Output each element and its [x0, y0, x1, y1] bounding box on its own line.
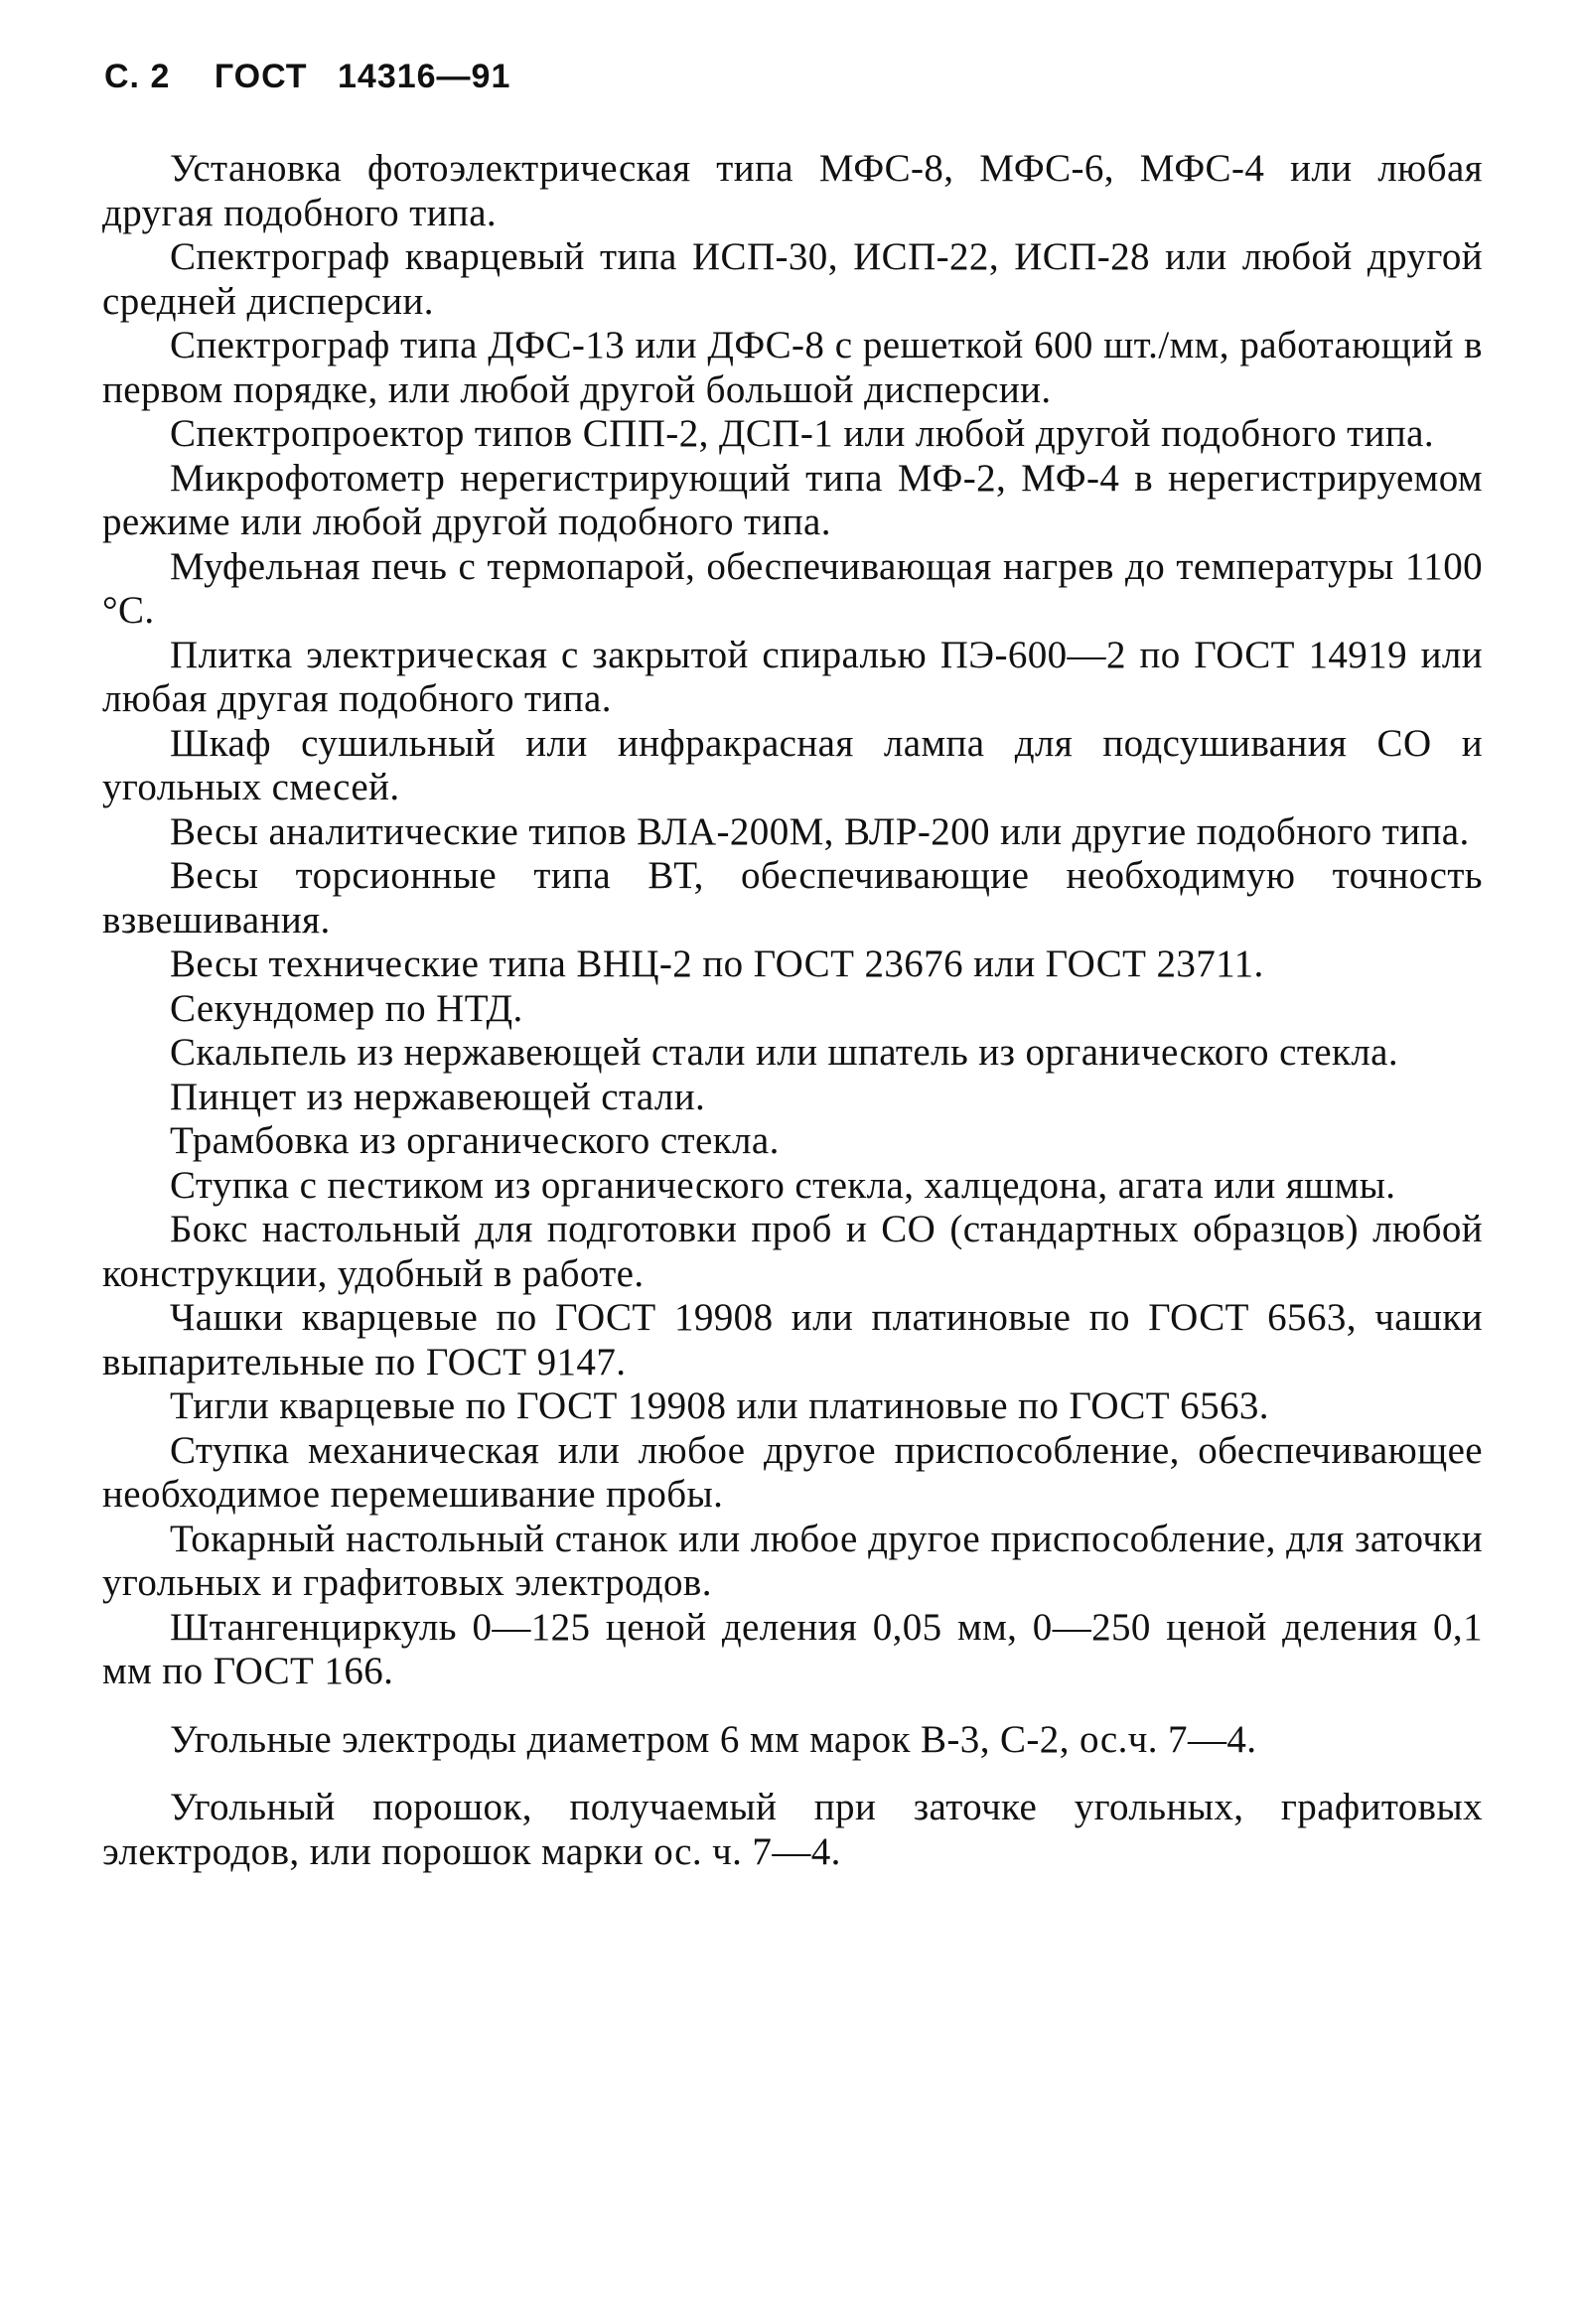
paragraph: Муфельная печь с термопарой, обеспечивающая нагрев до температуры 1100 °С. — [102, 544, 1483, 632]
paragraph: Весы технические типа ВНЦ-2 по ГОСТ 23676 или ГОСТ 23711. — [170, 943, 1264, 985]
paragraph: Угольный порошок, получаемый при заточке угольных, графитовых электродов, или порошок марки ос. ч. 7—4. — [102, 1786, 1483, 1873]
paragraph: Микрофотометр нерегистрирующий типа МФ-2, МФ-4 в нерегистрируемом режиме или любой другой подобного типа. — [102, 456, 1483, 543]
paragraph: Штангенциркуль 0—125 ценой деления 0,05 мм, 0—250 ценой деления 0,1 мм по ГОСТ 166. — [102, 1605, 1483, 1692]
paragraph: Скальпель из нержавеющей стали или шпатель из органического стекла. — [170, 1031, 1399, 1074]
standard-number: 14316—91 — [338, 58, 511, 95]
paragraph: Угольные электроды диаметром 6 мм марок В-3, С-2, ос.ч. 7—4. — [170, 1717, 1257, 1761]
page-header — [104, 58, 510, 96]
paragraph: Установка фотоэлектрическая типа МФС-8, МФС-6, МФС-4 или любая другая подобного типа. — [102, 147, 1483, 234]
paragraph: Спектропроектор типов СПП-2, ДСП-1 или любой другой подобного типа. — [170, 412, 1435, 455]
equipment-list — [102, 147, 1483, 1874]
paragraph: Шкаф сушильный или инфракрасная лампа для подсушивания СО и угольных смесей. — [102, 721, 1483, 808]
paragraph: Весы торсионные типа ВТ, обеспечивающие необходимую точность взвешивания. — [102, 854, 1483, 942]
paragraph: Секундомер по НТД. — [170, 986, 523, 1030]
paragraph: Спектрограф кварцевый типа ИСП-30, ИСП-22, ИСП-28 или любой другой средней дисперсии. — [102, 235, 1483, 323]
page-number: С. 2 — [104, 58, 171, 95]
paragraph: Токарный настольный станок или любое другое приспособление, для заточки угольных и графитовых электродов. — [102, 1517, 1483, 1604]
paragraph: Трамбовка из органического стекла. — [170, 1119, 780, 1162]
paragraph: Весы аналитические типов ВЛА-200М, ВЛР-200 или другие подобного типа. — [170, 809, 1470, 853]
paragraph: Спектрограф типа ДФС-13 или ДФС-8 с решеткой 600 шт./мм, работающий в первом порядке, или любой другой большой дисперсии. — [102, 324, 1483, 411]
paragraph: Ступка с пестиком из органического стекла, халцедона, агата или яшмы. — [170, 1163, 1396, 1207]
paragraph: Бокс настольный для подготовки проб и СО (стандартных образцов) любой конструкции, удобный в работе. — [102, 1208, 1483, 1295]
paragraph: Чашки кварцевые по ГОСТ 19908 или платиновые по ГОСТ 6563, чашки выпарительные по ГОСТ 9147. — [102, 1296, 1483, 1383]
paragraph: Ступка механическая или любое другое приспособление, обеспечивающее необходимое перемешивание пробы. — [102, 1428, 1483, 1516]
paragraph: Тигли кварцевые по ГОСТ 19908 или платиновые по ГОСТ 6563. — [170, 1384, 1269, 1427]
standard-label: ГОСТ — [214, 58, 308, 95]
paragraph: Плитка электрическая с закрытой спиралью ПЭ-600—2 по ГОСТ 14919 или любая другая подобного типа. — [102, 633, 1483, 720]
paragraph: Пинцет из нержавеющей стали. — [170, 1075, 706, 1118]
